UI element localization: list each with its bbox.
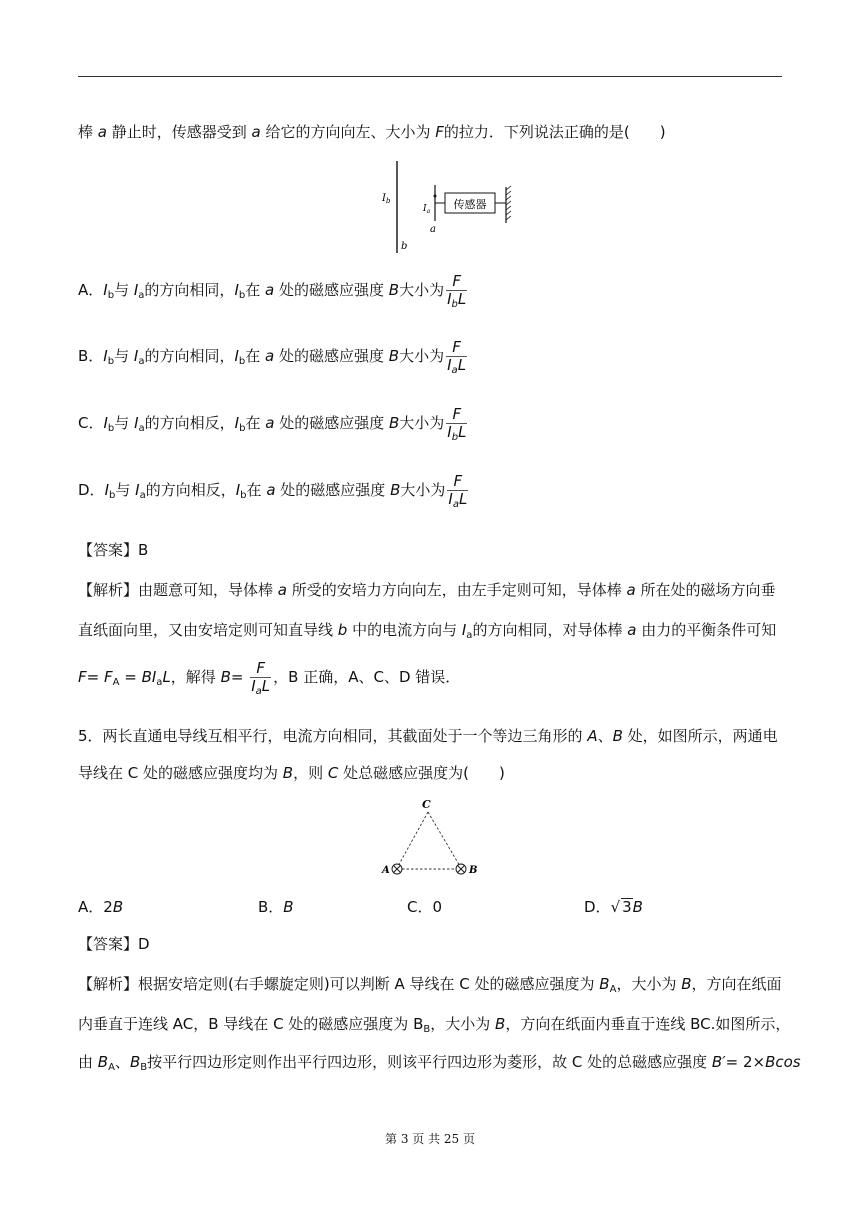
analysis-fraction: $\frac{F}{I_aL}$ [251,659,271,697]
text-run: F [103,668,113,686]
option-letter: A． [78,281,104,299]
q5-option-c: C．0 [407,898,443,916]
text-run: I [104,481,109,499]
text-run: a [138,290,145,301]
q4-figure [370,157,520,257]
text-run: b [238,290,246,301]
text-run: 中的电流方向与 [347,621,462,639]
text-run: b [109,490,116,501]
q5-stem-line1 [78,726,778,746]
sqrt-symbol: √ [610,898,621,916]
text-run: I [134,414,139,432]
text-run: A [112,677,120,688]
text-run: b [239,423,246,434]
text-run: 所在处的磁场方向垂 [635,581,776,599]
analysis-equation [78,668,248,686]
text-run: I [103,414,108,432]
text-run: ，大小为 [430,1015,496,1033]
text-run: 5．两长直通电导线互相平行，电流方向相同，其截面处于一个等边三角形的 [78,727,588,745]
text-run: I [103,347,108,365]
text-run: B [220,668,231,686]
sensor-label: 传感器 [453,198,487,211]
text-run: b [337,621,348,639]
text-run: b [238,356,246,367]
text-run: a [627,621,637,639]
text-run: 在 [246,481,267,499]
text-run: 所受的安培力方向向左，由左手定则可知，导体棒 [286,581,627,599]
text-run: F [435,123,444,141]
text-run: I [235,481,241,499]
text-run: 在 [245,281,266,299]
q5-triangle-figure [378,794,484,880]
q4-option-a [78,273,469,308]
text-run: 处，如图所示，两通电 [622,727,778,745]
q4-analysis-line1 [78,580,776,600]
text-run: ，则 [293,764,328,782]
label-B: B [469,865,478,876]
text-run: ，解得 [170,668,221,686]
q5-stem-line2 [78,763,505,783]
text-run: 与 [114,281,134,299]
text-run: 【解析】根据安培定则(右手螺旋定则)可以判断 A 导线在 C 处的磁感应强度为 [78,975,600,993]
text-run: 由 [78,1053,98,1071]
text-run: I [234,281,239,299]
text-run: 给它的方向向左、大小为 [260,123,436,141]
text-run: a [266,481,276,499]
text-run: 处的磁感应强度 [274,281,389,299]
label-Ib: $I_b$ [382,193,391,205]
text-run: 在 [245,414,266,432]
text-run: I [234,414,240,432]
label-b: b [401,241,408,252]
option-fraction: $\frac{F}{I_bL}$ [447,405,467,443]
text-run: 的方向相反， [145,481,236,499]
text-run: a [265,414,275,432]
text-run: B [599,975,610,993]
text-run: B′ [711,1053,726,1071]
text-run: 的方向相同，对导体棒 [472,621,628,639]
text-run: I [234,347,239,365]
text-run: = [230,668,249,686]
q5-analysis-line2 [78,1014,790,1034]
text-run: a [265,281,275,299]
text-run: ，方向在纸面内垂直于连线 BC.如图所示， [505,1015,791,1033]
option-letter: B． [78,347,104,365]
text-run: 按平行四边形定则作出平行四边形，则该平行四边形为菱形，故 C 处的总磁感应强度 [147,1053,712,1071]
text-run: B [388,414,400,432]
text-run: a [138,423,145,434]
text-run: = [86,668,104,686]
text-run: a [138,356,145,367]
text-run: B [282,764,294,782]
text-run: 大小为 [400,481,446,499]
text-run: 处总磁感应强度为( ) [338,764,505,782]
q5-analysis-line1 [78,974,782,994]
text-run: 与 [114,414,135,432]
text-run: 处的磁感应强度 [274,347,389,365]
text-run: b [107,290,115,301]
option-letter: C． [78,414,104,432]
text-run: a [466,630,473,641]
text-run: 的方向相同， [144,281,235,299]
text-run: 的方向相同， [144,347,235,365]
text-run: 的方向相反， [144,414,235,432]
label-C: C [422,798,431,811]
text-run: = 2× [725,1053,766,1071]
text-run: L [162,668,171,686]
text-run: ，大小为 [616,975,682,993]
text-run: Bcos [765,1053,801,1071]
text-run: 在 [245,347,266,365]
text-run: B [681,975,692,993]
label-a: a [430,224,436,235]
label-A: A [382,865,390,876]
option-letter: D． [78,481,105,499]
text-run: 处的磁感应强度 [274,414,389,432]
text-run: b [107,356,115,367]
text-run: 与 [114,347,134,365]
text-run: I [133,281,139,299]
text-run: B [495,1015,506,1033]
q4-analysis-line3 [78,660,460,695]
q4-option-c [78,406,469,441]
q5-option-a: A．2B [78,898,124,916]
text-run: 棒 [78,123,98,141]
text-run: A [108,1062,115,1073]
q4-stem [78,122,666,142]
analysis-conclusion [273,668,460,686]
option-fraction: $\frac{F}{I_aL}$ [448,472,468,510]
text-run: a [156,677,163,688]
text-run: a [265,347,275,365]
text-run: b [240,490,247,501]
text-run: 处的磁感应强度 [275,481,391,499]
label-Ia: $I_a$ [423,204,431,215]
text-run: a [97,123,107,141]
text-run: a [251,123,261,141]
text-run: BI [141,668,157,686]
text-run: 【解析】由题意可知，导体棒 [78,581,278,599]
option-fraction: $\frac{F}{I_aL}$ [447,338,467,376]
text-run: B [612,727,623,745]
text-run: B [97,1053,109,1071]
text-run: F [78,668,87,686]
text-run: 大小为 [399,347,445,365]
text-run: A [587,727,598,745]
text-run: B [388,281,400,299]
text-run: B [129,1053,141,1071]
q5-option-d: D．√ 3B [584,898,643,916]
text-run: 、 [114,1053,130,1071]
text-run: 导线在 C 处的磁感应强度均为 [78,764,283,782]
text-run: a [139,490,146,501]
text-run: a [277,581,287,599]
q4-answer: 【答案】B [78,541,149,559]
text-run: I [461,621,467,639]
text-run: 大小为 [399,414,445,432]
text-run: 大小为 [399,281,445,299]
text-run: 内垂直于连线 AC，B 导线在 C 处的磁感应强度为 B [78,1015,424,1033]
text-run: 的拉力．下列说法正确的是( ) [443,123,666,141]
text-run: ，B 正确，A、C、D 错误． [273,668,461,686]
text-run: I [135,481,140,499]
wire-B-cross-icon [456,864,466,874]
text-run: B [388,347,400,365]
text-run: 由力的平衡条件可知 [636,621,777,639]
text-run: 直纸面向里，又由安培定则可知直导线 [78,621,338,639]
text-run: = [119,668,142,686]
text-run: C [327,764,339,782]
q4-option-b [78,339,469,374]
text-run: a [626,581,636,599]
q5-answer: 【答案】D [78,935,150,953]
text-run: B [390,481,401,499]
text-run: b [107,423,115,434]
option-fraction: $\frac{F}{I_bL}$ [447,272,467,310]
text-run: I [133,347,139,365]
text-run: 静止时，传感器受到 [106,123,252,141]
text-run: I [103,281,108,299]
header-rule [78,76,782,77]
text-run: 与 [115,481,136,499]
text-run: B [140,1062,148,1073]
q4-option-d [78,473,470,508]
text-run: 、 [597,727,613,745]
page-footer: 第 3 页 共 25 页 [385,1132,475,1146]
text-run: B [423,1024,431,1035]
text-run: A [609,984,617,995]
wire-A-cross-icon [392,864,402,874]
q5-option-b: B．B [258,898,294,916]
q4-analysis-line2 [78,620,776,640]
text-run: ，方向在纸面 [691,975,782,993]
q5-analysis-line3 [78,1052,801,1072]
